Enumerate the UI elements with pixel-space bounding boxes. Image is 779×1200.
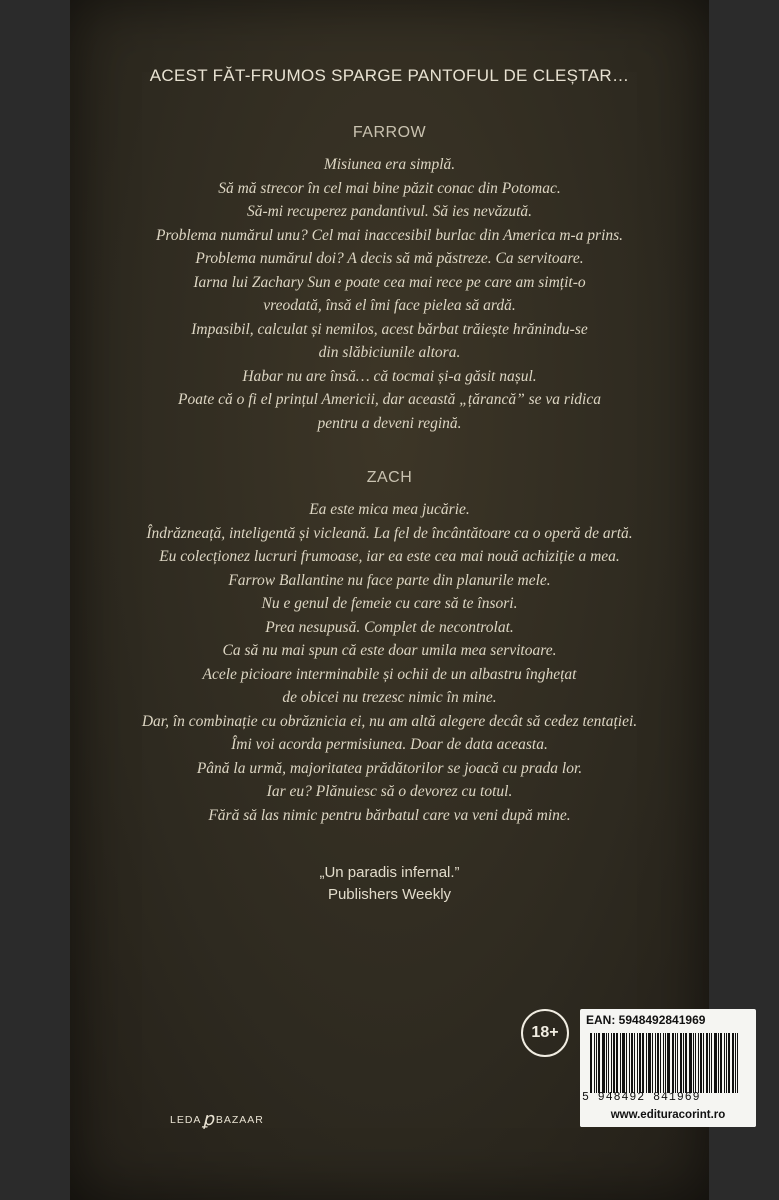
barcode-bar (639, 1033, 641, 1093)
barcode-bar (693, 1033, 694, 1093)
farrow-line: Să mă strecor în cel mai bine păzit conac din Potomac. (218, 179, 561, 197)
publisher-website: www.edituracorint.ro (580, 1109, 756, 1127)
barcode-bar (724, 1033, 725, 1093)
barcode-bar (634, 1033, 635, 1093)
zach-line: Fără să las nimic pentru bărbatul care va veni după mine. (208, 806, 571, 824)
barcode-bar (675, 1033, 676, 1093)
logo-left-text: LEDA (170, 1113, 202, 1126)
barcode-bar (711, 1033, 712, 1093)
barcode-bar (598, 1033, 600, 1093)
ean-label: EAN: 5948492841969 (586, 1013, 706, 1027)
barcode-bar (608, 1033, 609, 1093)
zach-line: Până la urmă, majoritatea prădătorilor se joacă cu prada lor. (196, 759, 583, 777)
barcode-bar (665, 1033, 666, 1093)
barcode-bar (655, 1033, 656, 1093)
barcode-digits: 5 948492 841969 (582, 1091, 701, 1104)
quill-icon: ꝑ (202, 1109, 215, 1130)
barcode-bar (683, 1033, 684, 1093)
zach-line: Iar eu? Plănuiesc să o devorez cu totul. (266, 783, 513, 800)
zach-line: Farrow Ballantine nu face parte din planurile mele. (228, 571, 551, 589)
zach-line: de obicei nu trezesc nimic în mine. (282, 689, 497, 706)
barcode-bar (718, 1033, 719, 1093)
section-title-zach: ZACH (366, 469, 413, 486)
zach-line: Prea nesupusă. Complet de necontrolat. (265, 618, 514, 636)
barcode-bar (663, 1033, 664, 1093)
barcode-bar (660, 1033, 661, 1093)
barcode-bar (629, 1033, 630, 1093)
barcode-bar (720, 1033, 722, 1093)
farrow-line: Misiunea era simplă. (323, 156, 456, 173)
barcode-bar (695, 1033, 696, 1093)
barcode-bar (646, 1033, 647, 1093)
barcode-bars (590, 1033, 748, 1093)
section-title-farrow: FARROW (352, 124, 427, 141)
barcode-bar (703, 1033, 704, 1093)
barcode-bar (726, 1033, 727, 1093)
barcode-bar (706, 1033, 708, 1093)
quote-source: Publishers Weekly (327, 886, 452, 903)
barcode-bar (596, 1033, 597, 1093)
barcode-bar (709, 1033, 710, 1093)
farrow-blurb (70, 153, 709, 435)
farrow-line: Să-mi recuperez pandantivul. Să ies nevăzută. (246, 203, 533, 220)
review-quote (70, 862, 709, 906)
barcode-bar (602, 1033, 605, 1093)
zach-line: Îmi voi acorda permisiunea. Doar de data aceasta. (231, 736, 548, 753)
zach-line: Acele picioare interminabile și ochii de un albastru înghețat (202, 665, 577, 683)
farrow-line: Problema numărul doi? A decis să mă păstreze. Ca servitoare. (195, 250, 584, 267)
barcode-bar (737, 1033, 738, 1093)
barcode-bar (714, 1033, 717, 1093)
barcode-bar (652, 1033, 653, 1093)
barcode-bar (680, 1033, 682, 1093)
barcode-bar (685, 1033, 687, 1093)
barcode-bar (616, 1033, 618, 1093)
barcode-bar (594, 1033, 595, 1093)
barcode-bar (689, 1033, 692, 1093)
farrow-line: Poate că o fi el prințul Americii, dar această „țărancă” se va ridica (178, 391, 601, 408)
zach-line: Dar, în combinație cu obrăznicia ei, nu am altă alegere decât să cedez tentației. (141, 712, 638, 730)
text-panel (70, 0, 726, 1200)
barcode-bar (622, 1033, 625, 1093)
barcode-bar (613, 1033, 615, 1093)
logo-right-text: BAZAAR (215, 1113, 264, 1126)
barcode-bar (677, 1033, 678, 1093)
barcode-bar (631, 1033, 633, 1093)
barcode-bar (611, 1033, 612, 1093)
barcode-bar (732, 1033, 734, 1093)
zach-line: Ea este mica mea jucărie. (309, 501, 470, 518)
barcode-bar (657, 1033, 659, 1093)
barcode-bar (672, 1033, 674, 1093)
quote-text: „Un paradis infernal.” (319, 864, 460, 881)
zach-line: Îndrăzneață, inteligentă și vicleană. La fel de încântătoare ca o operă de artă. (146, 524, 633, 542)
farrow-line: pentru a deveni regină. (317, 414, 462, 432)
barcode-label (580, 1009, 756, 1127)
headline: ACEST FĂT-FRUMOS SPARGE PANTOFUL DE CLEȘTAR… (149, 66, 630, 85)
farrow-line: Habar nu are însă… că tocmai și-a găsit nașul. (242, 367, 537, 385)
age-rating-badge: 18+ (521, 1009, 569, 1057)
farrow-line: vreodată, însă el îmi face pielea să ardă. (263, 297, 516, 314)
barcode-bar (698, 1033, 699, 1093)
barcode-bar (700, 1033, 702, 1093)
barcode-bar (728, 1033, 730, 1093)
zach-line: Eu colecționez lucruri frumoase, iar ea este cea mai nouă achiziție a mea. (159, 548, 620, 565)
barcode-bar (620, 1033, 621, 1093)
zach-line: Ca să nu mai spun că este doar umila mea servitoare. (222, 642, 557, 659)
farrow-line: din slăbiciunile altora. (318, 344, 461, 361)
barcode-bar (642, 1033, 644, 1093)
barcode-bar (735, 1033, 736, 1093)
barcode-bar (667, 1033, 670, 1093)
barcode-bar (648, 1033, 651, 1093)
farrow-line: Iarna lui Zachary Sun e poate cea mai rece pe care am simțit-o (193, 273, 586, 291)
barcode-bar (606, 1033, 607, 1093)
barcode-bar (590, 1033, 592, 1093)
barcode-bar (626, 1033, 627, 1093)
zach-line: Nu e genul de femeie cu care să te însori. (261, 595, 518, 612)
barcode-bar (637, 1033, 638, 1093)
zach-blurb (70, 498, 709, 827)
farrow-line: Impasibil, calculat și nemilos, acest bărbat trăiește hrănindu-se (191, 320, 588, 338)
publisher-logo (170, 1109, 264, 1130)
farrow-line: Problema numărul unu? Cel mai inaccesibil burlac din America m-a prins. (155, 226, 624, 244)
